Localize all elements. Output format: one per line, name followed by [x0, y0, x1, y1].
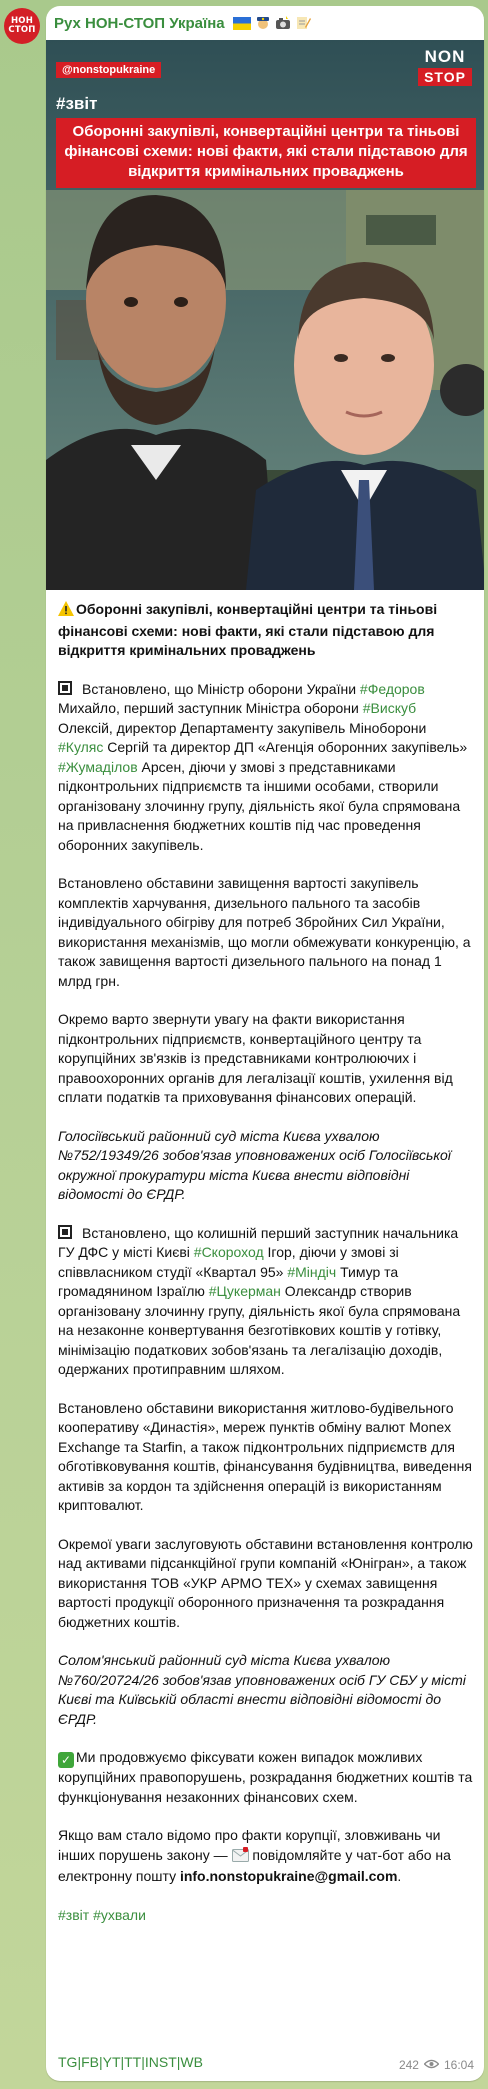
- avatar-text-line2: СТОП: [8, 25, 36, 35]
- p5-text-d: Олександр створив організовану злочинну групу, діяльність якої була спрямована на незаконне конвертування безготівкових коштів у готівку, мінімізацію податкових зобов'язань та легалізацію доходів, одержаних протиправним шляхом.: [58, 1283, 461, 1377]
- social-links[interactable]: TG|FB|YT|TT|INST|WB: [58, 2054, 203, 2070]
- paragraph-1: [58, 680, 474, 856]
- ukraine-flag-icon: [233, 17, 251, 34]
- eye-icon: [424, 2058, 439, 2072]
- hashtag-zvit[interactable]: #звіт: [58, 1906, 90, 1923]
- warning-icon: [58, 601, 74, 622]
- paragraph-7: Окремої уваги заслуговують обставини встановлення контролю над активами підсанкційної групи компаній «Юнігран», а також використання ТОВ «УКР АРМО ТЕХ» у схемах завищення вартості продукції оборонного призначення та розкрадання бюджетних коштів.: [58, 1535, 473, 1630]
- p10-text-a: Якщо вам стало відомо про факти корупції, зловживань чи інших порушень закону —: [58, 1827, 441, 1863]
- post-text: [58, 600, 474, 1944]
- message-time: 16:04: [443, 2058, 474, 2072]
- p1-text-a: Встановлено, що Міністр оборони України: [82, 680, 360, 697]
- image-handle: @nonstopukraine: [56, 62, 161, 78]
- post-title: [58, 600, 474, 661]
- p5-text-a: Встановлено, що колишній перший заступник начальника ГУ ДФС у місті Києві: [58, 1224, 459, 1260]
- channel-avatar[interactable]: [4, 8, 40, 44]
- post-hashtags: [58, 1906, 474, 1926]
- hashtag-fedorov[interactable]: #Федоров: [359, 680, 425, 697]
- hashtag-kulias[interactable]: #Куляс: [58, 739, 104, 755]
- channel-name-text: Рух НОН-СТОП Україна: [54, 15, 225, 32]
- paragraph-9: [58, 1748, 474, 1807]
- police-officer-icon: [255, 15, 271, 35]
- paragraph-5: [58, 1224, 474, 1380]
- hashtag-skorokhod[interactable]: #Скороход: [193, 1244, 264, 1260]
- channel-name[interactable]: [54, 15, 311, 35]
- message-meta: [399, 2058, 474, 2072]
- paragraph-4: [58, 1127, 474, 1205]
- p10-text-end: .: [397, 1868, 402, 1884]
- check-mark-icon: ✓: [58, 1752, 74, 1768]
- p5-text-b: Ігор, діючи у змові зі співвласником студії «Квартал 95»: [58, 1244, 399, 1280]
- p1-text-e: Арсен, діючи у змові з представниками підконтрольних підприємств та іншими особами, створили організовану злочинну групу, діяльність якої була спрямована на привласнення бюджетних коштів під час проведення оборонних закупівель.: [58, 758, 461, 853]
- contact-email[interactable]: info.nonstopukraine@gmail.com: [179, 1868, 398, 1884]
- logo-line1: NON: [424, 47, 466, 66]
- hashtag-tsukerman[interactable]: #Цукерман: [208, 1283, 281, 1299]
- p1-text-c: Олексій, директор Департаменту закупівель Міноборони: [58, 719, 427, 736]
- hashtag-ukhvaly[interactable]: #ухвали: [93, 1906, 146, 1923]
- hashtag-mindich[interactable]: #Міндіч: [287, 1263, 337, 1280]
- p4-italic: Голосіївський районний суд міста Києва ухвалою №752/19349/26 зобов'язав уповноважених осіб Голосіївської окружної прокуратури міста Києва внести відповідні відомості до ЄРДР.: [58, 1127, 451, 1202]
- p9-text: Ми продовжуємо фіксувати кожен випадок можливих корупційних правопорушень, розкрадання бюджетних коштів та функціонування незаконних фінансових схем.: [58, 1749, 473, 1805]
- paragraph-2: Встановлено обставини завищення вартості закупівель комплектів харчування, дизельного пального та засобів індивідуального обігріву для потреб Збройних Сил України, використання механізмів, що могли обмежувати конкуренцію, а також завищення вартості дизельного пального на понад 1 млрд грн.: [58, 875, 471, 989]
- message-bubble: [46, 6, 484, 2081]
- p10-text-b: повідомляйте у чат-бот або на електронну пошту: [58, 1846, 451, 1884]
- post-image[interactable]: [46, 40, 484, 590]
- image-tag: #звіт: [56, 94, 98, 113]
- post-title-text: Оборонні закупівлі, конвертаційні центри та тіньові фінансові схеми: нові факти, які стали підставою для відкриття кримінальних проваджень: [58, 601, 438, 658]
- p1-text-d: Сергій та директор ДП «Агенція оборонних закупівель»: [103, 739, 468, 755]
- hashtag-zhumadilov[interactable]: #Жумаділов: [58, 758, 138, 775]
- view-count: 242: [398, 2058, 419, 2072]
- avatar-text-line1: НОН: [10, 16, 34, 26]
- image-headline: Оборонні закупівлі, конвертаційні центри та тіньові фінансові схеми: нові факти, які стали підставою для відкриття кримінальних проваджень: [56, 118, 476, 188]
- p5-text-c: Тимур та громадянином Ізраїлю: [58, 1263, 399, 1299]
- paragraph-6: Встановлено обставини використання житлово-будівельного кооперативу «Династія», мереж пунктів обміну валют Monex Exchange та Starfin, а також підконтрольних підприємств для обготівковування коштів, фінансування будівництва, виведення активів за кордон та здійснення операцій із використанням криптовалют.: [58, 1399, 472, 1513]
- p8-italic: Солом'янський районний суд міста Києва ухвалою №760/20724/26 зобов'язав уповноважених осіб ГУ СБУ у місті Києві та Київській області внести відповідні відомості до ЄРДР.: [58, 1652, 466, 1727]
- envelope-icon: [232, 1847, 249, 1868]
- black-square-icon: [58, 1225, 72, 1239]
- logo-line2: STOP: [418, 68, 472, 86]
- paragraph-10: [58, 1826, 474, 1887]
- hashtag-vyskub[interactable]: #Вискуб: [362, 700, 417, 716]
- nonstop-logo: [418, 48, 472, 102]
- black-square-icon: [58, 681, 72, 695]
- paragraph-3: Окремо варто звернути увагу на факти використання підконтрольних підприємств, конвертаційного центру та корупційних зв'язків із представниками контролюючих і правоохоронних органів для легалізації коштів, ухилення від сплати податків та приховування фінансових операцій.: [58, 1011, 453, 1105]
- paragraph-8: [58, 1651, 474, 1729]
- p1-text-b: Михайло, перший заступник Міністра оборони: [58, 700, 363, 716]
- camera-flash-icon: [275, 15, 291, 35]
- memo-icon: [295, 15, 311, 35]
